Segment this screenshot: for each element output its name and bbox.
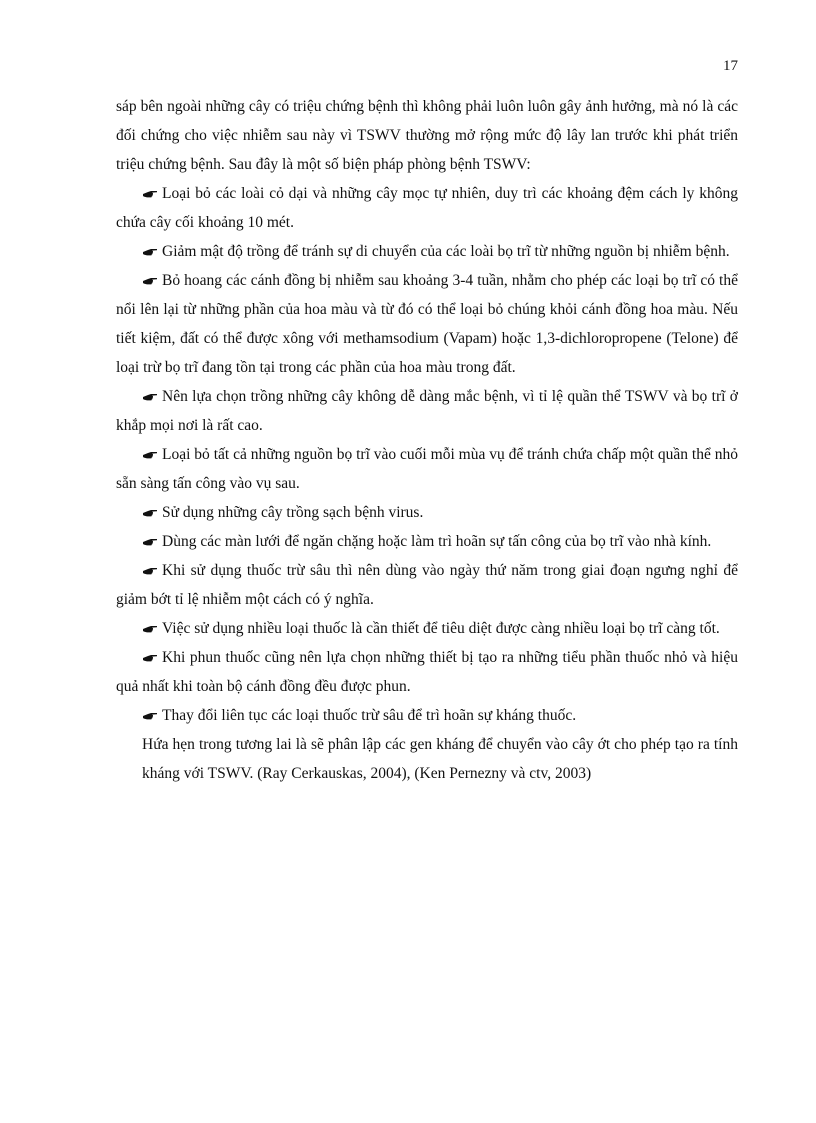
- bullet-text: Khi phun thuốc cũng nên lựa chọn những thiết bị tạo ra những tiểu phần thuốc nhỏ và hiệu quả nhất khi toàn bộ cánh đồng đều được phun.: [116, 649, 738, 695]
- pointing-hand-icon: [142, 391, 158, 401]
- pointing-hand-icon: [142, 507, 158, 517]
- bullet-item: [116, 382, 738, 440]
- intro-paragraph: sáp bên ngoài những cây có triệu chứng bệnh thì không phải luôn luôn gây ảnh hưởng, mà nó là các đối chứng cho việc nhiễm sau này vì TSWV thường mở rộng mức độ lây lan trước khi phát triển triệu chứng bệnh. Sau đây là một số biện pháp phòng bệnh TSWV:: [116, 98, 738, 173]
- bullet-item: [116, 556, 738, 614]
- bullet-text: Bỏ hoang các cánh đồng bị nhiễm sau khoảng 3-4 tuần, nhằm cho phép các loại bọ trĩ có thể nổi lên lại từ những phần của hoa màu và từ đó có thể loại bỏ chúng khỏi cánh đồng hoa màu. Nếu tiết kiệm, đất có thể được xông với methamsodium (Vapam) hoặc 1,3-dichloropropene (Telone) để loại trừ bọ trĩ đang tồn tại trong các phần của hoa màu trong đất.: [116, 272, 738, 376]
- bullet-item: [116, 614, 738, 643]
- pointing-hand-icon: [142, 623, 158, 633]
- pointing-hand-icon: [142, 246, 158, 256]
- bullet-item: [116, 237, 738, 266]
- bullet-item: [116, 498, 738, 527]
- bullet-item: [116, 527, 738, 556]
- bullet-text: Việc sử dụng nhiều loại thuốc là cần thiết để tiêu diệt được càng nhiều loại bọ trĩ càng tốt.: [162, 620, 720, 637]
- pointing-hand-icon: [142, 710, 158, 720]
- pointing-hand-icon: [142, 449, 158, 459]
- bullet-text: Dùng các màn lưới để ngăn chặng hoặc làm trì hoãn sự tấn công của bọ trĩ vào nhà kính.: [162, 533, 712, 550]
- bullet-text: Nên lựa chọn trồng những cây không dễ dàng mắc bệnh, vì tỉ lệ quần thể TSWV và bọ trĩ ở khắp mọi nơi là rất cao.: [116, 388, 738, 434]
- closing-paragraph: Hứa hẹn trong tương lai là sẽ phân lập các gen kháng để chuyển vào cây ớt cho phép tạo ra tính kháng với TSWV. (Ray Cerkauskas, 2004), (Ken Pernezny và ctv, 2003): [142, 736, 738, 782]
- pointing-hand-icon: [142, 652, 158, 662]
- bullet-text: Loại bỏ các loài cỏ dại và những cây mọc tự nhiên, duy trì các khoảng đệm cách ly không chứa cây cối khoảng 10 mét.: [116, 185, 738, 231]
- bullet-text: Sử dụng những cây trồng sạch bệnh virus.: [162, 504, 424, 521]
- bullet-text: Loại bỏ tất cả những nguồn bọ trĩ vào cuối mỗi mùa vụ để tránh chứa chấp một quần thể nhỏ sẵn sàng tấn công vào vụ sau.: [116, 446, 738, 492]
- bullet-text: Khi sử dụng thuốc trừ sâu thì nên dùng vào ngày thứ năm trong giai đoạn ngưng nghỉ để giảm bớt tỉ lệ nhiễm một cách có ý nghĩa.: [116, 562, 738, 608]
- bullet-item: [116, 179, 738, 237]
- page-content: [116, 92, 738, 788]
- page-number: 17: [723, 58, 738, 74]
- bullet-item: [116, 643, 738, 701]
- pointing-hand-icon: [142, 536, 158, 546]
- bullet-text: Thay đổi liên tục các loại thuốc trừ sâu để trì hoãn sự kháng thuốc.: [162, 707, 577, 724]
- bullet-item: [116, 440, 738, 498]
- bullet-list: [116, 179, 738, 730]
- bullet-item: [116, 701, 738, 730]
- pointing-hand-icon: [142, 188, 158, 198]
- pointing-hand-icon: [142, 275, 158, 285]
- pointing-hand-icon: [142, 565, 158, 575]
- bullet-item: [116, 266, 738, 382]
- bullet-text: Giảm mật độ trồng để tránh sự di chuyển của các loài bọ trĩ từ những nguồn bị nhiễm bệnh.: [162, 243, 730, 260]
